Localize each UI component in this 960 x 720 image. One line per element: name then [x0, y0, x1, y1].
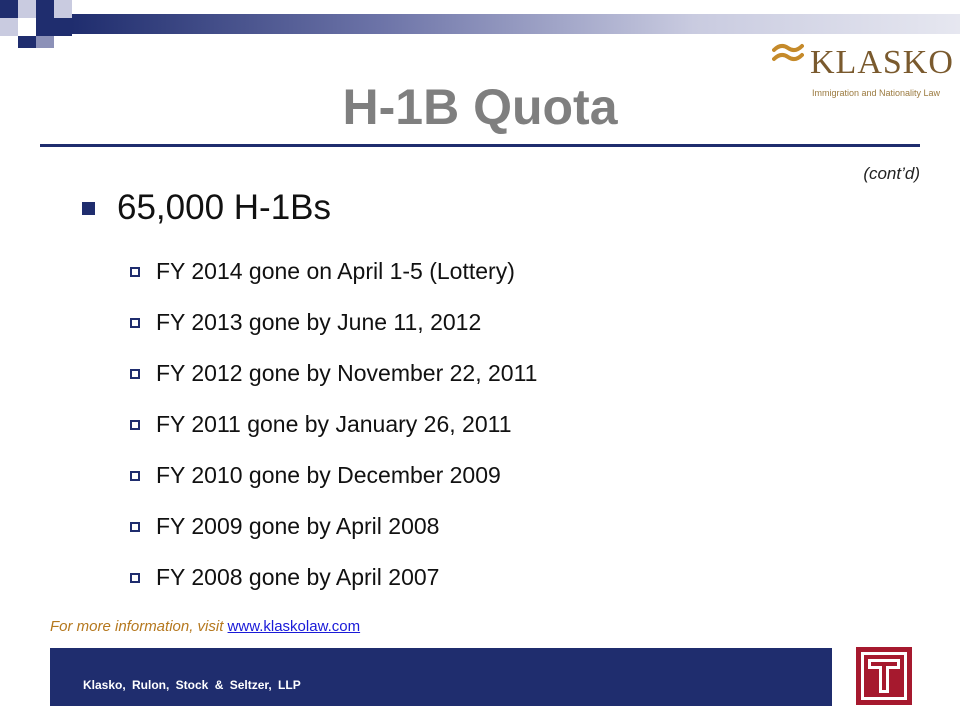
continued-note: (cont’d) [863, 164, 920, 183]
sub-bullet-text: FY 2012 gone by November 22, 2011 [156, 360, 538, 386]
hollow-square-bullet-icon [130, 573, 140, 583]
list-item [130, 399, 537, 450]
klasko-wave-icon [772, 42, 804, 64]
deco-square [54, 18, 72, 36]
sub-bullet-text: FY 2011 gone by January 26, 2011 [156, 411, 512, 437]
list-item [130, 450, 537, 501]
logo-tagline: Immigration and Nationality Law [812, 88, 941, 98]
temple-t-icon [855, 646, 913, 706]
hollow-square-bullet-icon [130, 420, 140, 430]
website-link[interactable]: www.klaskolaw.com [227, 618, 361, 635]
sub-bullet-text: FY 2008 gone by April 2007 [156, 564, 440, 590]
firm-name: Klasko, Rulon, Stock & Seltzer, LLP [83, 678, 301, 692]
list-item [130, 246, 537, 297]
list-item [130, 348, 537, 399]
sub-bullet-text: FY 2010 gone by December 2009 [156, 462, 501, 488]
footer-bar [50, 648, 832, 706]
main-bullet-text: 65,000 H-1Bs [117, 188, 332, 227]
deco-square [18, 36, 36, 48]
list-item [130, 297, 537, 348]
deco-gradient-bar [72, 14, 960, 34]
slide-title: H-1B Quota [342, 79, 618, 135]
square-bullet-icon [82, 202, 95, 215]
deco-square [0, 0, 18, 18]
hollow-square-bullet-icon [130, 369, 140, 379]
list-item [130, 552, 537, 603]
deco-square [36, 36, 54, 48]
more-info-prefix: For more information, visit [50, 618, 228, 635]
hollow-square-bullet-icon [130, 318, 140, 328]
more-info-line [50, 618, 360, 635]
list-item [130, 501, 537, 552]
sub-bullet-text: FY 2009 gone by April 2008 [156, 513, 440, 539]
deco-square [54, 0, 72, 18]
deco-square [36, 0, 54, 36]
hollow-square-bullet-icon [130, 522, 140, 532]
deco-square [0, 18, 18, 36]
sub-bullet-list [130, 246, 537, 603]
hollow-square-bullet-icon [130, 471, 140, 481]
title-underline [40, 144, 920, 147]
deco-square [18, 0, 36, 18]
deco-square [18, 18, 36, 36]
sub-bullet-text: FY 2014 gone on April 1-5 (Lottery) [156, 258, 515, 284]
logo-name: KLASKO [810, 44, 954, 81]
main-bullet [82, 188, 331, 228]
sub-bullet-text: FY 2013 gone by June 11, 2012 [156, 309, 482, 335]
hollow-square-bullet-icon [130, 267, 140, 277]
